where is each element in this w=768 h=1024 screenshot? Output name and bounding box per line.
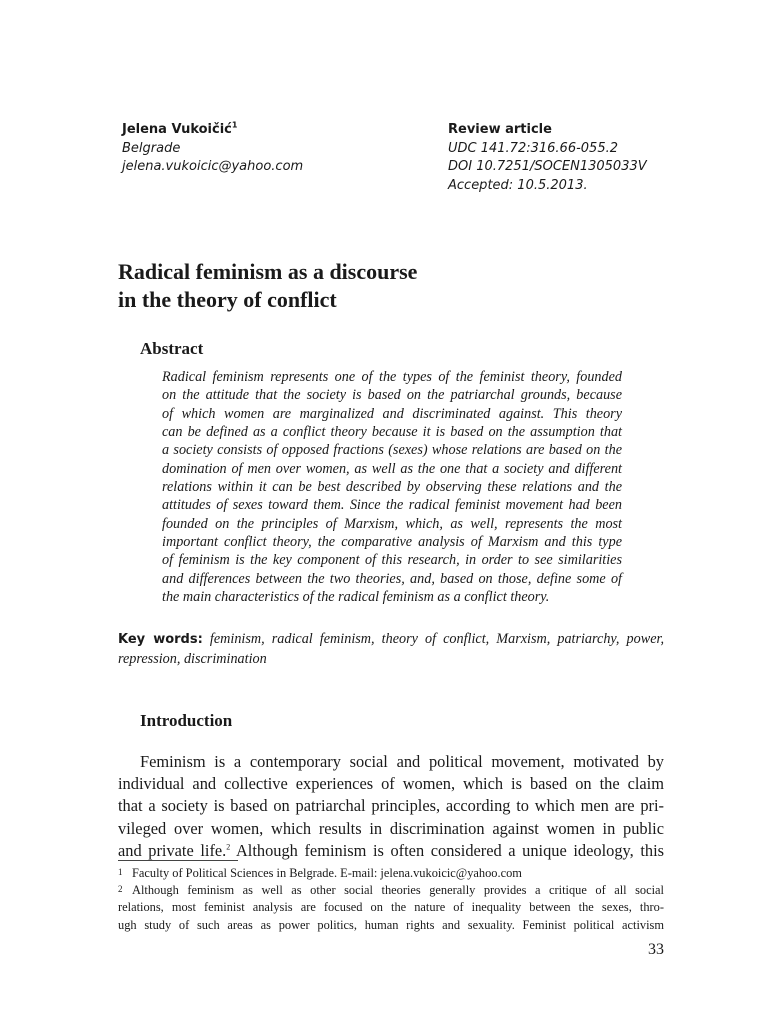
author-name-text: Jelena Vukoičić	[122, 122, 232, 137]
abstract-line: can be defined as a conflict theory because it is based on the assumption that	[162, 424, 622, 441]
body-line	[118, 840, 664, 862]
keywords-block	[118, 630, 664, 668]
body-line: vileged over women, which results in discrimination against women in public	[118, 818, 664, 838]
keywords-line-2: repression, discrimination	[118, 650, 267, 667]
abstract-line: the main characteristics of the radical feminism as a conflict theory.	[162, 589, 550, 606]
abstract-line: important conflict theory, the comparative analysis of Marxism and this type	[162, 534, 622, 551]
article-info-block	[448, 121, 748, 195]
abstract-line: Radical feminism represents one of the types of the feminist theory, founded	[162, 369, 622, 385]
author-footnote-mark[interactable]: 1	[231, 120, 238, 130]
footnote-divider	[118, 860, 238, 861]
author-city: Belgrade	[122, 140, 181, 156]
article-udc: UDC 141.72:316.66-055.2	[448, 140, 618, 156]
body-line: Feminism is a contemporary social and political movement, motivated by	[140, 752, 664, 771]
abstract-line: domination of men over women, as well as the one that a society and different	[162, 460, 622, 477]
keywords-text: feminism, radical feminism, theory of conflict, Marxism, patriarchy, power,	[209, 631, 664, 647]
body-line-text: Although feminism is often considered a unique ideology, this	[230, 840, 665, 860]
abstract-line: and differences between the two theories, and, based on those, define some of	[162, 570, 622, 587]
author-email[interactable]: jelena.vukoicic@yahoo.com	[122, 159, 304, 174]
abstract-line: of which women are marginalized and discriminated against. This theory	[162, 405, 622, 422]
paper-title	[118, 258, 678, 314]
footnote-1-mark: 1	[118, 867, 123, 877]
footnote-1-text: Faculty of Political Sciences in Belgrade. E-mail: jelena.vukoicic@yahoo.com	[132, 866, 522, 880]
article-type: Review article	[448, 122, 552, 137]
footnote-1	[118, 865, 664, 882]
author-block	[122, 121, 422, 177]
article-doi[interactable]: DOI 10.7251/SOCEN1305033V	[448, 159, 647, 174]
footnote-2-text: Although feminism as well as other social theories generally provides a critique of all social	[132, 883, 664, 898]
abstract-heading: Abstract	[140, 339, 204, 358]
footnotes-block	[118, 865, 664, 934]
keywords-label: Key words:	[118, 632, 203, 647]
paper-title-line-1: Radical feminism as a discourse	[118, 259, 418, 284]
footnote-2-line-2: relations, most feminist analysis are focused on the nature of inequality between the sexes, thro-	[118, 900, 664, 915]
body-line-text: and private life.	[118, 840, 227, 860]
footnote-2-mark: 2	[118, 884, 123, 895]
body-line: that a society is based on patriarchal principles, according to which men are pri-	[118, 796, 664, 816]
abstract-line: of feminism is the key component of this research, in order to see similarities	[162, 552, 622, 569]
introduction-text	[118, 751, 664, 862]
author-name	[122, 121, 422, 140]
abstract-line: a society consists of opposed fractions (sexes) whose relations are based on the	[162, 442, 622, 459]
footnote-2-line-1	[118, 882, 664, 899]
footnote-2-line-3: ugh study of such areas as power politics, human rights and sexuality. Feminist political activism	[118, 917, 664, 932]
abstract-line: founded on the principles of Marxism, which, as well, represents the most	[162, 515, 622, 532]
abstract-text	[162, 368, 622, 606]
footnote-ref-2[interactable]: 2	[226, 842, 231, 852]
paper-title-line-2: in the theory of conflict	[118, 287, 337, 312]
page-number: 33	[648, 941, 664, 958]
abstract-line: relations within it can be best described by observing these relations and the	[162, 479, 622, 496]
body-line: individual and collective experiences of women, which is based on the claim	[118, 774, 664, 794]
keywords-line-1	[118, 630, 664, 650]
introduction-heading: Introduction	[140, 711, 233, 730]
abstract-line: attitudes of sexes toward them. Since the radical feminist movement had been	[162, 497, 622, 514]
article-accepted: Accepted: 10.5.2013.	[448, 177, 588, 193]
abstract-line: on the attitude that the society is based on the patriarchal grounds, because	[162, 387, 622, 404]
